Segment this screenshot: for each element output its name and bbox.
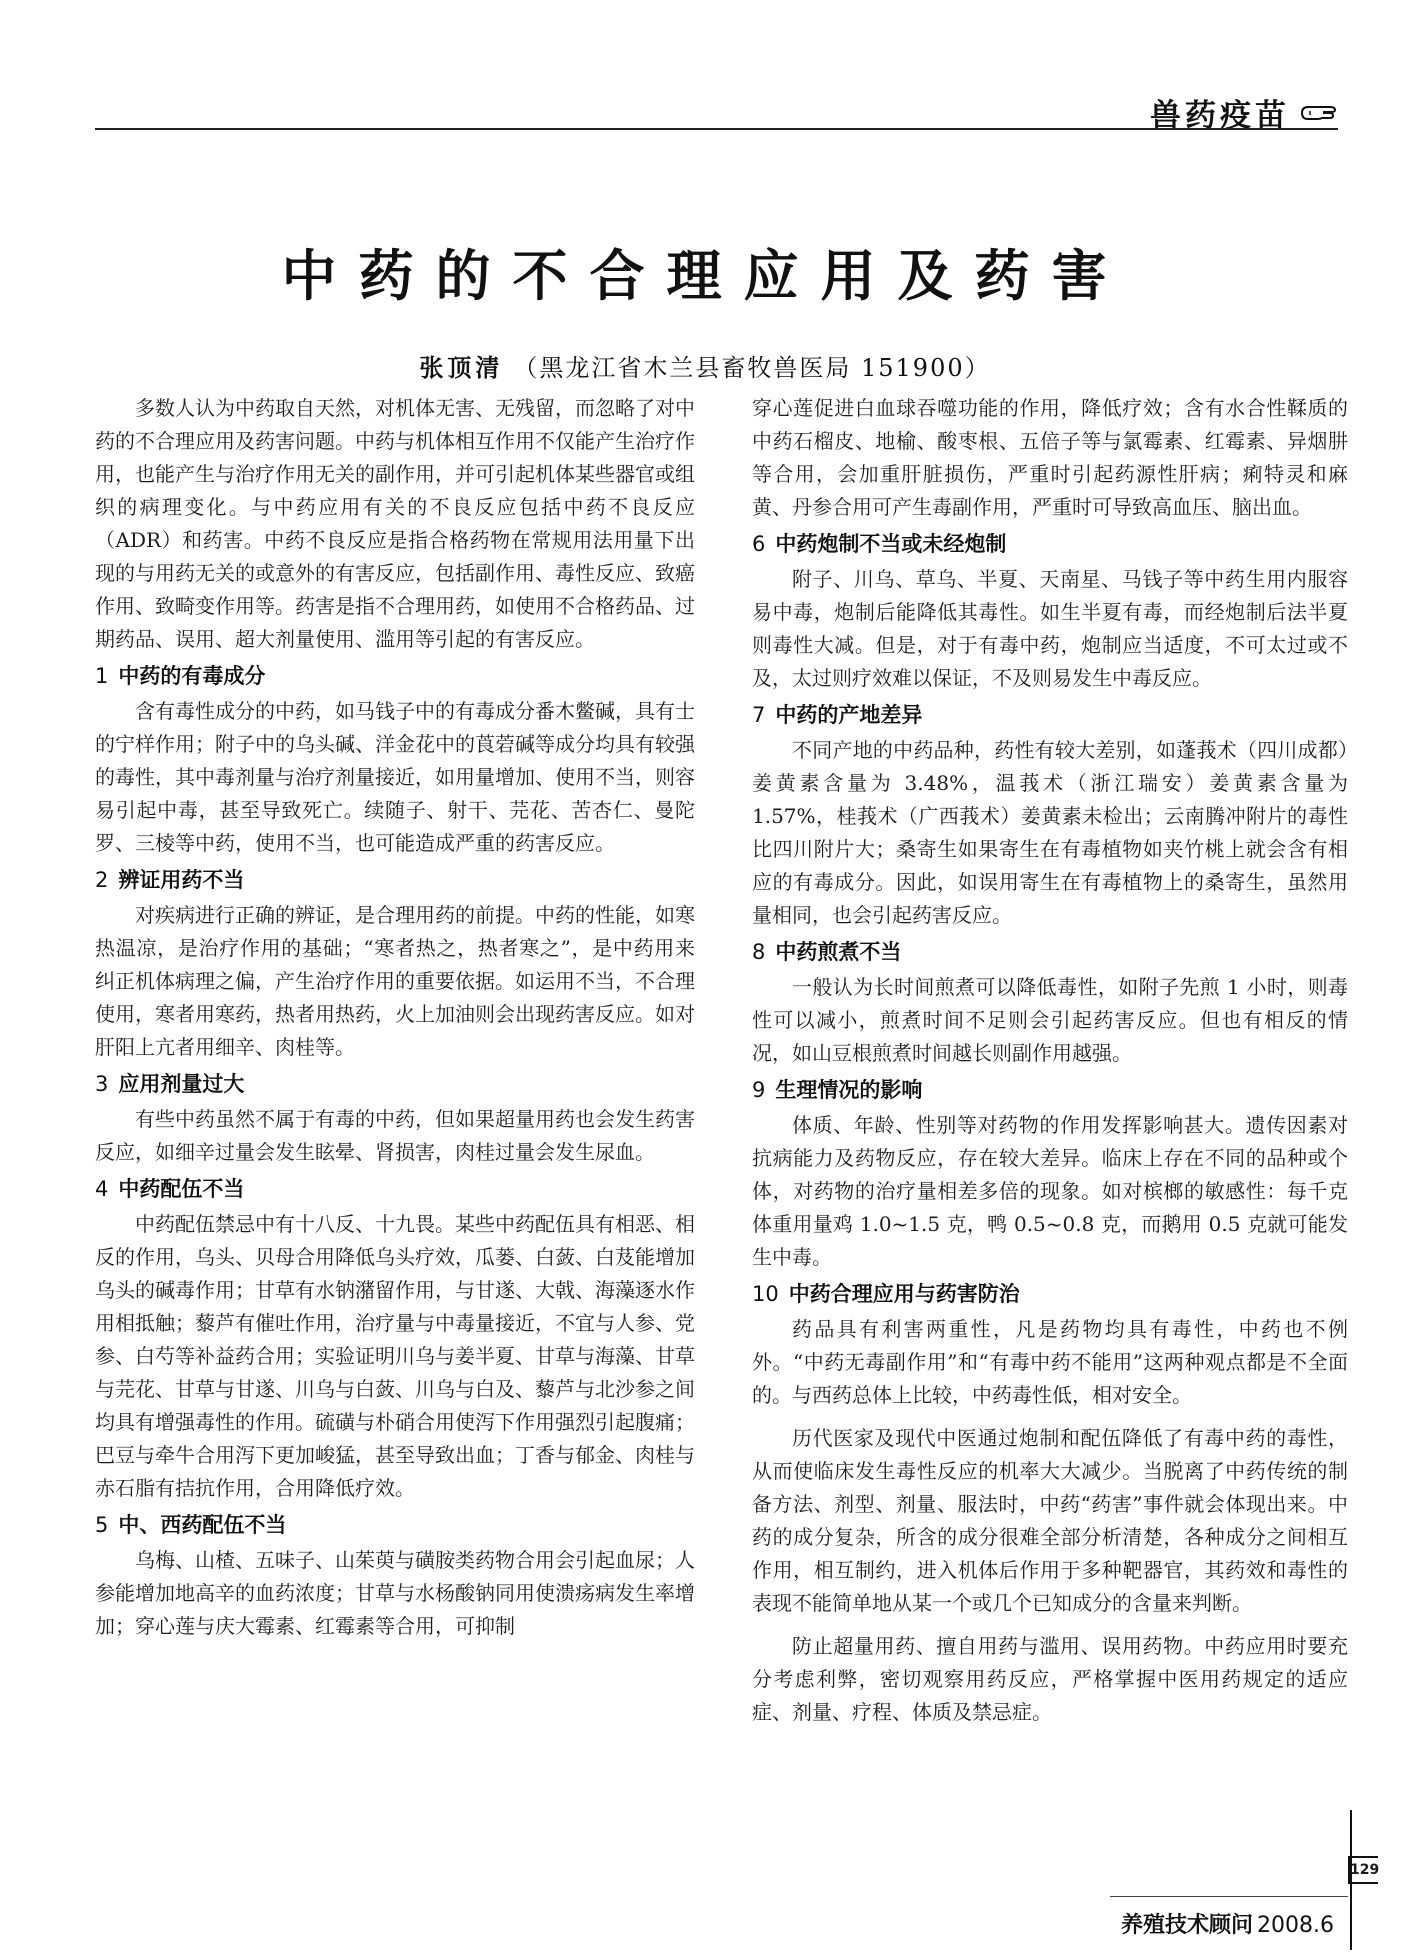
pointing-hand-icon <box>1300 103 1338 123</box>
section-heading-3: 3 应用剂量过大 <box>95 1072 245 1096</box>
section-9-paragraph: 体质、年龄、性别等对药物的作用发挥影响甚大。遗传因素对抗病能力及药物反应，存在较大差异。临床上存在不同的品种或个体，对药物的治疗量相差多倍的现象。如对槟榔的敏感性：每千克体重用量鸡 1.0~1.5 克，鸭 0.5~0.8 克，而鹅用 0.5 克就可能发生中毒。 <box>752 1113 1348 1269</box>
section-heading-1: 1 中药的有毒成分 <box>95 664 266 688</box>
right-column <box>752 392 1348 1729</box>
affiliation: （黑龙江省木兰县畜牧兽医局 151900） <box>513 354 991 382</box>
section-heading-7: 7 中药的产地差异 <box>752 703 923 727</box>
section-10-paragraph-2: 历代医家及现代中医通过炮制和配伍降低了有毒中药的毒性，从而使临床发生毒性反应的机率大大减少。当脱离了中药传统的制备方法、剂型、剂量、服法时，中药“药害”事件就会体现出来。中药的成分复杂，所含的成分很难全部分析清楚，各种成分之间相互作用，相互制约，进入机体后作用于多种靶器官，其药效和毒性的表现不能简单地从某一个或几个已知成分的含量来判断。 <box>752 1426 1348 1615</box>
header-rule <box>95 128 1338 130</box>
section-4-paragraph: 中药配伍禁忌中有十八反、十九畏。某些中药配伍具有相恶、相反的作用，乌头、贝母合用降低乌头疗效，瓜蒌、白蔹、白芨能增加乌头的碱毒作用；甘草有水钠潴留作用，与甘遂、大戟、海藻逐水作用相抵触；藜芦有催吐作用，治疗量与中毒量接近，不宜与人参、党参、白芍等补益药合用；实验证明川乌与姜半夏、甘草与海藻、甘草与芫花、甘草与甘遂、川乌与白蔹、川乌与白及、藜芦与北沙参之间均具有增强毒性的作用。硫磺与朴硝合用使泻下作用强烈引起腹痛；巴豆与牵牛合用泻下更加峻猛，甚至导致出血；丁香与郁金、肉桂与赤石脂有拮抗作用，合用降低疗效。 <box>95 1212 695 1500</box>
left-column <box>95 392 695 1643</box>
section-8-paragraph: 一般认为长时间煎煮可以降低毒性，如附子先煎 1 小时，则毒性可以减小，煎煮时间不足则会引起药害反应。但也有相反的情况，如山豆根煎煮时间越长则副作用越强。 <box>752 975 1348 1065</box>
section-heading-10: 10 中药合理应用与药害防治 <box>752 1282 1020 1306</box>
section-heading-9: 9 生理情况的影响 <box>752 1078 923 1102</box>
footer-rule <box>1110 1896 1348 1897</box>
issue-number: 2008.6 <box>1257 1913 1334 1938</box>
intro-paragraph: 多数人认为中药取自天然，对机体无害、无残留，而忽略了对中药的不合理应用及药害问题。中药与机体相互作用不仅能产生治疗作用，也能产生与治疗作用无关的副作用，并可引起机体某些器官或组织的病理变化。与中药应用有关的不良反应包括中药不良反应（ADR）和药害。中药不良反应是指合格药物在常规用法用量下出现的与用药无关的或意外的有害反应，包括副作用、毒性反应、致癌作用、致畸变作用等。药害是指不合理用药，如使用不合格药品、过期药品、误用、超大剂量使用、滥用等引起的有害反应。 <box>95 396 695 651</box>
article-title: 中药的不合理应用及药害 <box>281 244 1129 308</box>
section-5-paragraph: 乌梅、山楂、五味子、山茱萸与磺胺类药物合用会引起血尿；人参能增加地高辛的血药浓度；甘草与水杨酸钠同用使溃疡病发生率增加；穿心莲与庆大霉素、红霉素等合用，可抑制 <box>95 1548 695 1638</box>
section-5-continuation: 穿心莲促进白血球吞噬功能的作用，降低疗效；含有水合性鞣质的中药石榴皮、地榆、酸枣根、五倍子等与氯霉素、红霉素、异烟肼等合用，会加重肝脏损伤，严重时引起药源性肝病；痢特灵和麻黄、丹参合用可产生毒副作用，严重时可导致高血压、脑出血。 <box>752 396 1348 519</box>
section-heading-5: 5 中、西药配伍不当 <box>95 1513 287 1537</box>
section-heading-8: 8 中药煎煮不当 <box>752 940 902 964</box>
section-2-paragraph: 对疾病进行正确的辨证，是合理用药的前提。中药的性能，如寒热温凉，是治疗作用的基础；“寒者热之，热者寒之”，是中药用来纠正机体病理之偏，产生治疗作用的重要依据。如运用不当，不合理使用，寒者用寒药，热者用热药，火上加油则会出现药害反应。如对肝阳上亢者用细辛、肉桂等。 <box>95 903 695 1059</box>
journal-name: 养殖技术顾问 <box>1121 1913 1254 1938</box>
section-7-paragraph: 不同产地的中药品种，药性有较大差别，如蓬莪术（四川成都）姜黄素含量为 3.48%，温莪术（浙江瑞安）姜黄素含量为 1.57%，桂莪术（广西莪术）姜黄素未检出；云南腾冲附片的毒性比四川附片大；桑寄生如果寄生在有毒植物如夹竹桃上就会含有相应的有毒成分。因此，如误用寄生在有毒植物上的桑寄生，虽然用量相同，也会引起药害反应。 <box>752 738 1348 927</box>
section-heading-6: 6 中药炮制不当或未经炮制 <box>752 532 1007 556</box>
section-3-paragraph: 有些中药虽然不属于有毒的中药，但如果超量用药也会发生药害反应，如细辛过量会发生眩晕、肾损害，肉桂过量会发生尿血。 <box>95 1107 695 1164</box>
section-6-paragraph: 附子、川乌、草乌、半夏、天南星、马钱子等中药生用内服容易中毒，炮制后能降低其毒性。如生半夏有毒，而经炮制后法半夏则毒性大减。但是，对于有毒中药，炮制应当适度，不可太过或不及，太过则疗效难以保证，不及则易发生中毒反应。 <box>752 567 1348 690</box>
byline <box>0 348 1410 383</box>
journal-footer <box>1121 1908 1334 1939</box>
section-10-paragraph-3: 防止超量用药、擅自用药与滥用、误用药物。中药应用时要充分考虑利弊，密切观察用药反应，严格掌握中医用药规定的适应症、剂量、疗程、体质及禁忌症。 <box>752 1634 1348 1724</box>
author: 张顶清 <box>419 353 504 382</box>
section-10-paragraph-1: 药品具有利害两重性，凡是药物均具有毒性，中药也不例外。“中药无毒副作用”和“有毒中药不能用”这两种观点都是不全面的。与西药总体上比较，中药毒性低，相对安全。 <box>752 1317 1348 1407</box>
page-number: 129 <box>1348 1856 1378 1884</box>
section-heading-4: 4 中药配伍不当 <box>95 1177 245 1201</box>
section-heading-2: 2 辨证用药不当 <box>95 868 245 892</box>
section-label: 兽药疫苗 <box>1150 98 1290 134</box>
section-1-paragraph: 含有毒性成分的中药，如马钱子中的有毒成分番木鳖碱，具有士的宁样作用；附子中的乌头碱、洋金花中的莨菪碱等成分均具有较强的毒性，其中毒剂量与治疗剂量接近，如用量增加、使用不当，则容易引起中毒，甚至导致死亡。续随子、射干、芫花、苦杏仁、曼陀罗、三棱等中药，使用不当，也可能造成严重的药害反应。 <box>95 699 695 855</box>
